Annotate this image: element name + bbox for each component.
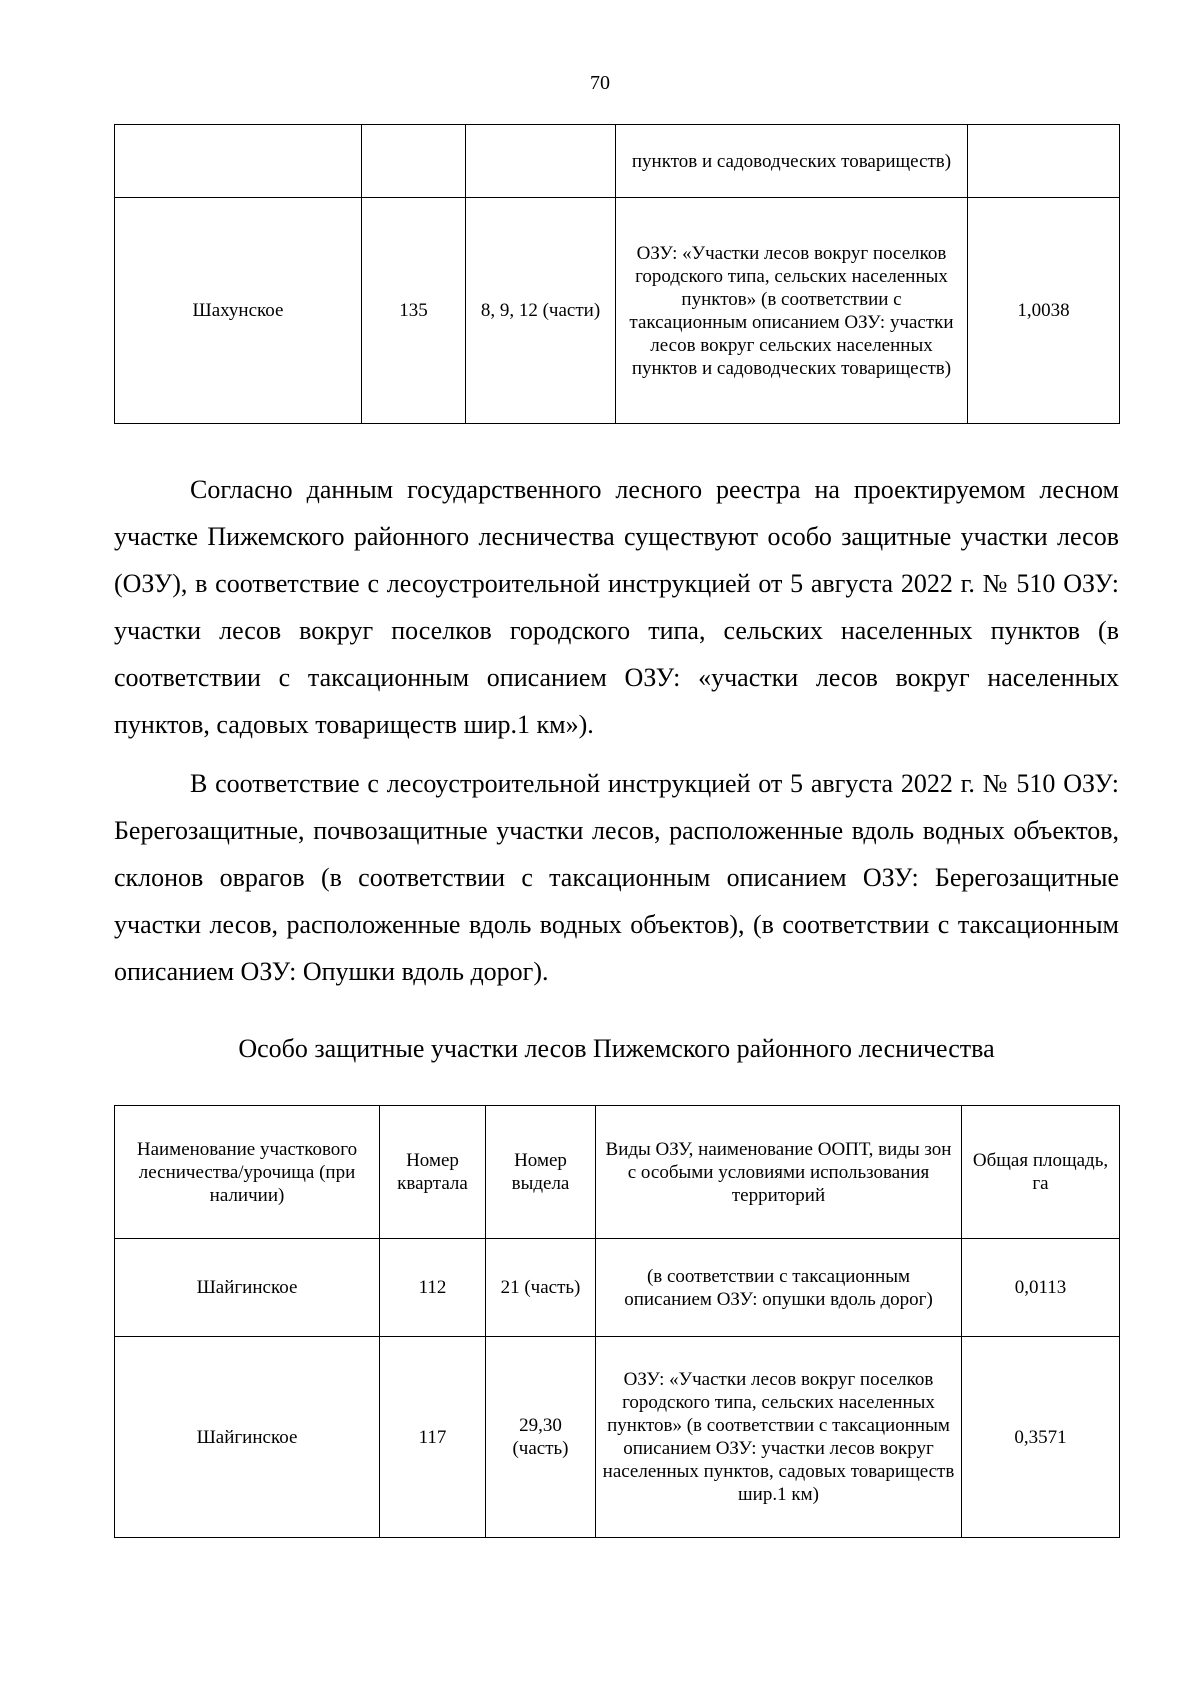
table-row bbox=[115, 198, 1120, 424]
header-area: Общая площадь, га bbox=[962, 1106, 1120, 1239]
area-cell: 0,0113 bbox=[962, 1239, 1120, 1337]
body-paragraph: Согласно данным государственного лесного реестра на проектируемом лесном участке Пижемского районного лесничества существуют особо защитные участки лесов (ОЗУ), в соответствие с лесоустроительной инструкцией от 5 августа 2022 г. № 510 ОЗУ: участки лесов вокруг поселков городского типа, сельских населенных пунктов (в соответствии с таксационным описанием ОЗУ: «участки лесов вокруг населенных пунктов, садовых товариществ шир.1 км»). bbox=[114, 475, 1119, 739]
header-type: Виды ОЗУ, наименование ООПТ, виды зон с особыми условиями использования территорий bbox=[596, 1106, 962, 1239]
table-header-row bbox=[115, 1106, 1120, 1239]
header-quarter: Номер квартала bbox=[380, 1106, 486, 1239]
forestry-cell: Шайгинское bbox=[115, 1239, 380, 1337]
section-cell: 8, 9, 12 (части) bbox=[466, 198, 616, 424]
area-cell: 0,3571 bbox=[962, 1337, 1120, 1538]
quarter-cell: 117 bbox=[380, 1337, 486, 1538]
page-number: 70 bbox=[590, 72, 610, 94]
quarter-cell: 112 bbox=[380, 1239, 486, 1337]
forestry-cell: Шахунское bbox=[115, 198, 362, 424]
header-section: Номер выдела bbox=[486, 1106, 596, 1239]
type-cell: пунктов и садоводческих товариществ) bbox=[616, 125, 968, 198]
forestry-cell bbox=[115, 125, 362, 198]
type-cell: (в соответствии с таксационным описанием ОЗУ: опушки вдоль дорог) bbox=[596, 1239, 962, 1337]
table-row bbox=[115, 1239, 1120, 1337]
forestry-cell: Шайгинское bbox=[115, 1337, 380, 1538]
table-caption: Особо защитные участки лесов Пижемского районного лесничества bbox=[238, 1034, 995, 1063]
table-row bbox=[115, 125, 1120, 198]
section-cell bbox=[466, 125, 616, 198]
bottom-table bbox=[114, 1105, 1120, 1538]
quarter-cell: 135 bbox=[362, 198, 466, 424]
area-cell bbox=[968, 125, 1120, 198]
top-table bbox=[114, 124, 1120, 424]
type-cell: ОЗУ: «Участки лесов вокруг поселков городского типа, сельских населенных пунктов» (в соответствии с таксационным описанием ОЗУ: участки лесов вокруг населенных пунктов, садовых товариществ шир.1 км) bbox=[596, 1337, 962, 1538]
section-cell: 29,30 (часть) bbox=[486, 1337, 596, 1538]
table-row bbox=[115, 1337, 1120, 1538]
body-paragraph: В соответствие с лесоустроительной инструкцией от 5 августа 2022 г. № 510 ОЗУ: Берегозащитные, почвозащитные участки лесов, расположенные вдоль водных объектов, склонов оврагов (в соответствии с таксационным описанием ОЗУ: Берегозащитные участки лесов, расположенные вдоль водных объектов), (в соответствии с таксационным описанием ОЗУ: Опушки вдоль дорог). bbox=[114, 769, 1119, 986]
header-forestry: Наименование участкового лесничества/урочища (при наличии) bbox=[115, 1106, 380, 1239]
quarter-cell bbox=[362, 125, 466, 198]
area-cell: 1,0038 bbox=[968, 198, 1120, 424]
section-cell: 21 (часть) bbox=[486, 1239, 596, 1337]
type-cell: ОЗУ: «Участки лесов вокруг поселков городского типа, сельских населенных пунктов» (в соответствии с таксационным описанием ОЗУ: участки лесов вокруг сельских населенных пунктов и садоводческих товариществ) bbox=[616, 198, 968, 424]
